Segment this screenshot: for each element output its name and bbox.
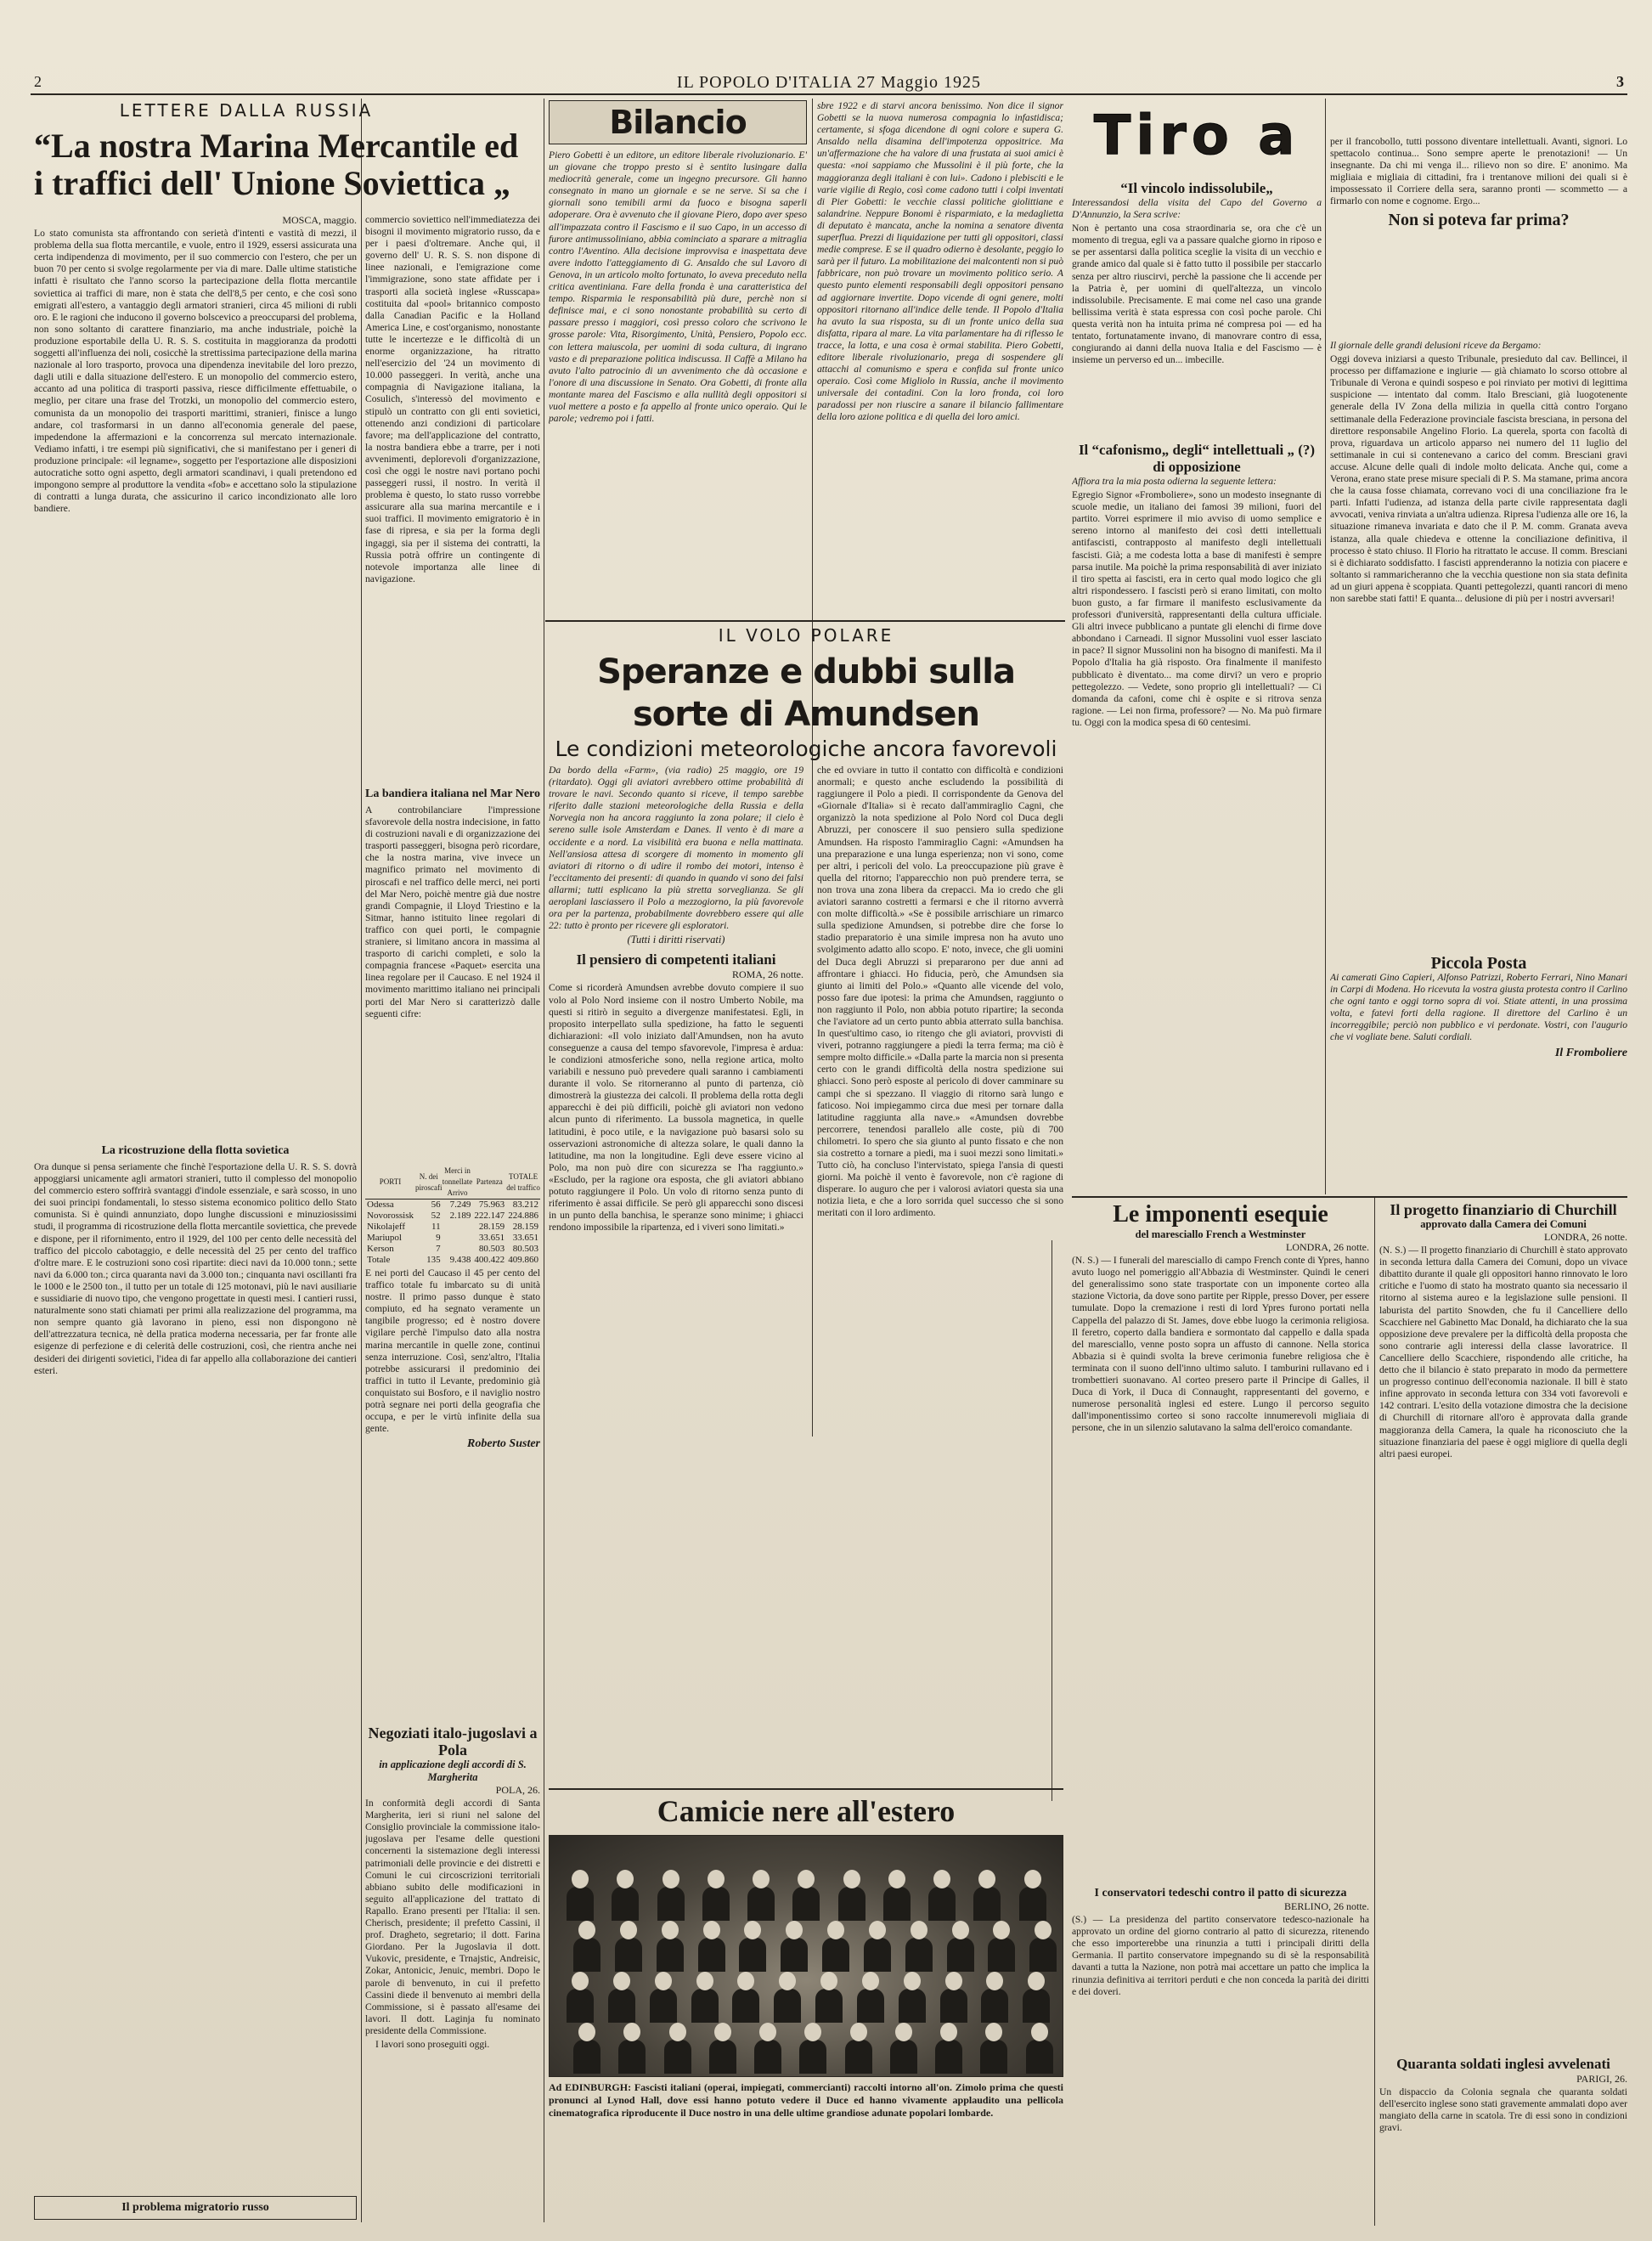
subheading: Il pensiero di competenti italiani (576, 951, 776, 968)
article-text: per il francobollo, tutti possono diventare intellettuali. Avanti, signori. Lo spettacolo continua... Sono sempre aperte le prenotazioni! — Un insegnante. Da chi mi venga il... rilievo non so dire. E' anonimo. Ma migliaia e migliaia di cittadini, fra i trentanove milioni dei quali si è impossessato il Corriere della sera, saranno pronti — scommetto — a firmarlo con nome e cognome. Ergo... (1330, 136, 1627, 207)
table-cell: 7.249 (449, 1200, 471, 1210)
person-figure-head (862, 1972, 879, 1990)
person-figure-head (578, 1921, 595, 1939)
table-header-row (365, 1166, 540, 1200)
person-figure-body (928, 1887, 956, 1921)
table-header: Partenza (472, 1166, 506, 1200)
right-column-posta (1330, 955, 1627, 1193)
lettere-column-1b (34, 1143, 357, 2214)
photo-caption: Ad EDINBURGH: Fascisti italiani (operai, impiegati, commercianti) raccolti intorno all'on. Zimolo prima che questi pronunci al Lynod Hall, dove essi hanno potuto vedere il Duce ed hanno vivamente applaudito una pellicola cinematografica riproducente il Duce nostro in una delle ultime grandiose adunate popolari lombarde. (549, 2081, 1063, 2119)
person-figure-body (947, 1938, 974, 1972)
person-figure-head (703, 1921, 720, 1939)
page-number-left: 2 (34, 73, 42, 90)
person-figure-body (615, 1938, 642, 1972)
bilancio-column-1 (549, 150, 807, 617)
table-total-row (365, 1255, 540, 1266)
person-figure-body (940, 1989, 967, 2023)
subheading: La ricostruzione della flotta sovietica (101, 1144, 290, 1157)
person-figure-body (822, 1938, 849, 1972)
person-figure-head (744, 1921, 761, 1939)
person-figure-body (657, 1938, 684, 1972)
table-cell: Novorossisk (367, 1211, 414, 1221)
section-kicker: LETTERE DALLA RUSSIA (119, 100, 374, 121)
dateline: BERLINO, 26 notte. (1284, 1900, 1369, 1912)
esequie-article (1072, 1201, 1369, 1881)
table-header: N. dei piroscafi (415, 1166, 443, 1200)
person-figure-head (714, 2023, 731, 2041)
person-figure-body (732, 1989, 759, 2023)
person-figure-head (786, 1921, 803, 1939)
person-figure-body (702, 1887, 730, 1921)
dateline: MOSCA, maggio. (282, 214, 357, 226)
conservatori-article (1072, 1886, 1369, 2226)
section-kicker: IL VOLO POLARE (718, 625, 894, 646)
lettere-column-1 (34, 214, 357, 1140)
person-figure-head (623, 2023, 640, 2041)
table-header: PORTI (365, 1166, 415, 1200)
polare-column-2 (817, 765, 1063, 1826)
polare-header (549, 625, 1063, 761)
table-header: TOTALE del traffico (506, 1166, 540, 1200)
person-figure-body (857, 1989, 884, 2023)
person-figure-head (572, 1870, 589, 1888)
article-text: commercio soviettico nell'immediatezza dei bisogni il movimento migratorio russo, da e per i paesi d'oltremare. Anche qui, il governo dell' U. R. S. S. non dispone di linee nazionali, e l'emigrazione come l'immigrazione, sono state affidate per i trasporti alla società inglese «Russcapa» costituita dal «pool» britannico composto dalla Canadian Pacific e la Holland America Line, e cost'organismo, nonostante tutte le incertezze e le difficoltà di un enorme organizzazione, ha ritratto nell'esercizio del '24 un movimento di 10.000 passeggeri. In verità, anche una compagnia di Navigazione italiana, la Cosulich, s'interessò del movimento e stipulò un contratto con gli enti sovietici, ottenendo anzi condizioni di particolare favore; ma dell'applicazione del contratto, la nostra bandiera ebbe a trarre, per i noti avvenimenti, deplorevoli d'organizzazione, così che oggi le nostre navi portano pochi passeggeri russi, il nostro. In verità il problema è questo, lo stato russo vorrebbe assicurare alla sua marina mercantile e i suoi traffici. Il movimento emigratorio è in fase di ripresa, e sia per la forma degli ingaggi, sia per il sistema dei contratti, la Russia potrà offrire un contingente di notevole importanza alle linee di navigazione. (365, 214, 540, 584)
table-cell: 7 (436, 1244, 441, 1254)
group-photo (549, 1835, 1063, 2077)
person-figure-body (573, 2040, 600, 2074)
person-figure-head (662, 1921, 679, 1939)
tiro-cafonismo (1072, 442, 1322, 1189)
person-figure-head (1031, 2023, 1048, 2041)
article-text: (S.) — La presidenza del partito conservatore tedesco-nazionale ha approvato un ordine del giorno contrario al patto di sicurezza, ritenendo che esso importerebbe una rinunzia a tutti i principali diritti della Germania. Il partito conservatore impegnando su di sè la responsabilità davanti a tutta la Nazione, non potrà mai accettare un patto che implica la rinunzia definitiva ai territori perduti e che non conceda la parità dei diritti e dei doveri. (1072, 1914, 1369, 1997)
table-cell: 135 (426, 1255, 441, 1265)
table-cell: 9 (436, 1233, 441, 1243)
section-rule (1072, 1196, 1627, 1198)
person-figure-body (650, 1989, 677, 2023)
headline: i traffici dell' Unione Soviettica „ (34, 164, 511, 202)
subheading: La bandiera italiana nel Mar Nero (365, 787, 540, 800)
person-figure-body (747, 1887, 775, 1921)
person-figure-body (845, 2040, 872, 2074)
person-figure-head (895, 2023, 912, 2041)
table-cell: 83.212 (512, 1200, 538, 1210)
person-figure-body (890, 2040, 917, 2074)
person-figure-head (827, 1921, 844, 1939)
headline: Il progetto finanziario di Churchill (1390, 1201, 1617, 1218)
person-figure-head (820, 1972, 837, 1990)
table-header: Merci in tonnellate Arrivo (443, 1166, 473, 1200)
person-figure-body (1029, 1938, 1057, 1972)
table-cell (443, 1244, 473, 1255)
lettere-column-2b (365, 787, 540, 1160)
table-cell: 409.860 (508, 1255, 538, 1265)
person-figure-body (709, 2040, 736, 2074)
table-cell: Odessa (367, 1200, 394, 1210)
table-cell: 2.189 (449, 1211, 471, 1221)
person-figure-body (1023, 1989, 1050, 2023)
polare-column-1 (549, 765, 803, 1826)
headline: “La nostra Marina Mercantile ed (34, 127, 519, 165)
person-figure-head (696, 1972, 713, 1990)
headline: Speranze e dubbi sulla sorte di Amundsen (597, 652, 1015, 734)
person-figure-body (792, 1887, 820, 1921)
article-text: Egregio Signor «Fromboliere», sono un modesto insegnante di scuole medie, un italiano dei famosi 39 milioni, fuori del partito. Vorrei esprimere il mio avviso di uomo semplice e sereno intorno al manifesto dei così detti intellettuali antifascisti, contrapposto al manifesto degli intellettuali fascisti. Già; a me codesta lotta a base di manifesti è sempre parsa inutile. Ma poichè la prima responsabilità di aver iniziato il tiro spetta ai fascisti, era in certo qual modo logico che gli altri rispondessero. I fascisti però si erano limitati, con molto buon gusto, a far firmare il manifesto esclusivamente da professori d'università, rappresentanti della cultura ufficiale. Gli altri invece pubblicano a puntate gli elenchi di firme dove abbondano i Carneadi. Il signor Mussolini vuol esser lasciato in pace? Il signor Mussolini non ha bisogno di manifesti. Ma il Popolo d'Italia ha già risposto. Ora finalmente il manifesto pubblicato è diventato... ma come dirvi? un vero e proprio pettegolezzo. — Vedete, sono proprio gli intellettuali? — Ci domanda da cafoni, come chi è ospite e si ritrova senza ragione. — Lei non firma, professore? — No. Ma può firmare tu. Oggi con la modica spesa di 60 centesimi. (1072, 489, 1322, 728)
person-figure-head (850, 2023, 867, 2041)
article-intro: Affiora tra la mia posta odierna la seguente lettera: (1072, 476, 1277, 487)
newspaper-title: IL POPOLO D'ITALIA 27 Maggio 1925 (676, 73, 982, 92)
subheadline: Le condizioni meteorologiche ancora favorevoli (555, 737, 1057, 761)
article-text: (N. S.) — I funerali del maresciallo di campo French conte di Ypres, hanno avuto luogo nel pomeriggio all'Abbazia di Westminster. Quindi le ceneri del generalissimo sono state trasportate con un imponente corteo alla stazione Victoria, da dove sono partite per Ripple, presso Dover, per essere tumulate. Dopo la cremazione i resti di lord Ypres furono portati nella Cappella del palazzo di St. James, dove ebbe luogo la cerimonia religiosa. Il feretro, coperto dalla bandiera e sormontato dal cappello e dalla spada del maresciallo, venne posto sopra un affusto di cannone. Nella storica Abbazia si è quindi svolta la breve cerimonia funebre religiosa che è terminata con il suono dell'inno ultimo saluto. I tamburini rullavano ed i trombettieri suonavano. Al corteo presero parte il Principe di Galles, il Duca di York, il Duca di Connaught, rappresentanti del governo, e numerose personalità inglesi ed estere. Lungo il percorso seguito dall'imponentissimo corteo si sono raccolte innumerevoli migliaia di persone, che in un silenzio salutavano la salma dell'eroico comandante. (1072, 1255, 1369, 1434)
person-figure-body (1019, 1887, 1046, 1921)
headline: I conservatori tedeschi contro il patto di sicurezza (1094, 1887, 1347, 1899)
headline: Negoziati italo-jugoslavi a Pola (368, 1724, 538, 1758)
subheadline: in applicazione degli accordi di S. Margherita (379, 1758, 527, 1783)
person-figure-head (613, 1972, 630, 1990)
person-figure-head (843, 1870, 860, 1888)
tiro-title-box (1072, 100, 1322, 177)
person-figure-body (864, 1938, 891, 1972)
person-figure-body (988, 1938, 1015, 1972)
person-figure-head (759, 2023, 776, 2041)
column-rule (361, 99, 362, 2222)
person-figure-head (945, 1972, 962, 1990)
person-figure-body (567, 1887, 594, 1921)
right-column-top (1330, 136, 1627, 340)
table-row (365, 1244, 540, 1255)
person-figure-head (572, 1972, 589, 1990)
person-figure-head (869, 1921, 886, 1939)
person-figure-head (578, 2023, 595, 2041)
person-figure-head (904, 1972, 921, 1990)
person-figure-head (620, 1921, 637, 1939)
table-cell: Totale (367, 1255, 391, 1265)
table-row (365, 1200, 540, 1211)
table-cell (443, 1222, 473, 1233)
person-figure-body (618, 2040, 646, 2074)
person-figure-head (1024, 1870, 1041, 1888)
table-cell: 400.422 (474, 1255, 505, 1265)
table-cell: 56 (431, 1200, 441, 1210)
headline: Le imponenti esequie (1113, 1201, 1328, 1228)
traffic-table (365, 1162, 540, 1266)
data-table (365, 1166, 540, 1266)
person-figure-head (708, 1870, 725, 1888)
table-row (365, 1233, 540, 1244)
column-rule (812, 99, 813, 1437)
dateline: POLA, 26. (495, 1784, 540, 1796)
person-figure-head (737, 1972, 754, 1990)
lettere-header (34, 100, 544, 211)
table-cell: 28.159 (478, 1222, 505, 1232)
person-figure-head (798, 1870, 815, 1888)
table-cell: Mariupol (367, 1233, 402, 1243)
lettere-column-2 (365, 214, 540, 783)
article-text: Da bordo della «Farm», (via radio) 25 maggio, ore 19 (ritardato). Oggi gli aviatori avrebbero ottime probabilità di trovare le navi. Secondo quanto si riceve, il tempo sarebbe riferito dalle stazioni meteorologiche della Russia e della Norvegia non ha ancora raggiunto la zona polare; il cielo è sereno sulle isole Amsterdam e Danes. Il vento è di mare a occidente e a nord. La visibilità era buona e nella mattinata. Nell'ansiosa attesa di scorgere di momento in momento gli aviatori di ritorno o di udire il rombo dei motori, intenso è l'eccitamento dei presenti: di quando in quando vi sono dei falsi allarmi; tutti esplicano la più stretta sorveglianza. Se gli aeroplani lasciassero il Polo a mezzogiorno, la più favorevole ora per la partenza, probabilmente dovrebbero essere qui alle 22: tutto è pronto per ricevere gli esploratori. (549, 765, 803, 932)
person-figure-body (838, 1887, 865, 1921)
person-figure-body (739, 1938, 766, 1972)
person-figure-body (691, 1989, 719, 2023)
page-number-right: 3 (1616, 73, 1624, 90)
person-figure-head (940, 2023, 957, 2041)
person-figure-head (669, 2023, 686, 2041)
table-cell: 80.503 (512, 1244, 538, 1254)
dateline: PARIGI, 26. (1576, 2073, 1627, 2085)
table-cell: Nikolajeff (367, 1222, 406, 1232)
table-cell: 9.438 (449, 1255, 471, 1265)
dateline: LONDRA, 26 notte. (1286, 1241, 1369, 1253)
subheadline: approvato dalla Camera dei Comuni (1420, 1218, 1587, 1230)
person-figure-body (612, 1887, 639, 1921)
table-cell: 80.503 (478, 1244, 505, 1254)
subheading: Il “cafonismo„ degli“ intellettuali „ (?) di opposizione (1078, 442, 1316, 475)
person-figure-head (1028, 1972, 1045, 1990)
article-text: E nei porti del Caucaso il 45 per cento del traffico totale fu imbarcato su di unità nostre. Il primo passo dunque è stato compiuto, ed ha segnato veramente un tangibile progresso; ed è nostro dovere vigilare perchè l'impulso dato alla nostra marina mercantile in quelle zone, continui senza interruzione. Così, senz'altro, l'Italia potrebbe assicurarsi il predominio dei traffici in tutto il Levante, predominio già conquistato sui Bosforo, e il naviglio nostro potrà segnare nei porti della geografia che occupa, e per le virtù infinite della sua gente. (365, 1267, 540, 1435)
table-cell: 33.651 (478, 1233, 505, 1243)
person-figure-body (573, 1938, 600, 1972)
person-figure-head (911, 1921, 927, 1939)
table-cell: 28.159 (512, 1222, 538, 1232)
article-text: Come si ricorderà Amundsen avrebbe dovuto compiere il suo volo al Polo Nord insieme con il nostro Umberto Nobile, ma questi si ritirò in seguito a divergenze manifestatesi. Egli, in proposito interpellato sulla spedizione, ha fatto le seguenti dichiarazioni: «Il volo iniziato dall'Amundsen, non ha avuto conseguenze a causa del tempo sfavorevole, l'impresa è ardua: le condizioni atmosferiche sono, nella regione artica, molto variabili e nessuno può prevedere quali saranno i cambiamenti durante il volo. Se ritorneranno al punto di partenza, ciò dimostrerà la giustezza dei calcoli. Il problema della rotta degli apparecchi è dei più difficili, poichè gli aviatori non vedono alcun punto di riferimento. La bussola magnetica, in quelle latitudini, è poco utile, e la navigazione può basarsi solo su osservazioni astronomiche di altezza solare, le quali danno la latitudine, ma non la longitudine. Egli deve essere vicino al Polo, ma non può dire con sicurezza se l'ha raggiunto.» «Escludo, per la ragione ora esposta, che gli aviatori abbiano potuto raggiungere il Polo. Un volo di ritorno senza punto di riferimento è assai difficile. Se però gli apparecchi sono discesi in un punto della banchisa, le speranze sono minime; i ghiacci rendono impossibile la ripartenza, ed i viveri sono limitati.» (549, 982, 803, 1233)
person-figure-body (980, 2040, 1007, 2074)
article-text: Non è pertanto una cosa straordinaria se, ora che c'è un momento di tregua, egli va a passare qualche giorno in riposo e se per assentarsi dalla politica sceglie la visita di un vecchio e grande amico dal quale si è fatto tutto il possibile per staccarlo senza per altro riuscirvi, perchè la passione che li accende per la Patria è, per uomini di quell'altezza, un vincolo indissolubile. Precisamente. E mai come nel caso una grande bellissima verità è stata espressa con così poche parole. Chi questa verità non ha intuita prima né compresa poi — ed ha tentato, fortunatamente invano, di manovrare contro di essa, congiurando ai danni della nuova Italia e del Fascismo — è insieme un perverso ed un... imbecille. (1072, 223, 1322, 366)
bilancio-column-2 (817, 100, 1063, 617)
person-figure-body (899, 1989, 926, 2023)
table-row (365, 1222, 540, 1233)
article-text: Lo stato comunista sta affrontando con serietà d'intenti e vastità di mezzi, il problema della sua flotta mercantile, e vuole, entro il 1929, essersi assicurata una certa indipendenza di movimento, per il suo commercio con l'estero, che per un buon 70 per cento si svolge regolarmente per via di mare. Dalle ultime statistiche infatti è risultato che l'anno scorso la partecipazione della flotta mercantile soviettica ai traffici di mare, non è stata che dell'8,5 per cento, e che così sono emigrati all'estero, a vantaggio degli armatori stranieri, circa 45 milioni di rubli oro. E le ragioni che inducono il governo bolscevico a preoccuparsi del problema, non sono soltanto di carattere finanziario, ma anche industriale, poichè la produzione esportabile della U. R. S. S. costituita in maggioranza da prodotti soggetti all'influenza dei noli, cosicchè la strettissima partecipazione della marina nazionale al loro trasporto, provoca una dipendenza inevitabile del loro prezzo, dagli utili e dalla situazione dell'estero. E un monopolio del commercio estero, accanto ad una politica di trasporti passiva, riesce difficilmente effettuabile, o meglio, per citare una frase del Trotzki, un monopolio del commercio estero, comunista da un monopolio dei trasporti marittimi, stranieri, finisce a lungo andare, col trasformarsi in un danno all'economia generale del paese, impedendone la affermazioni e la concorrenza sul mercato internazionale. Vediamo infatti, i tre esempi più significativi, che si manifestano per i generi di produzione principale: «il legname», soggetto per l'esportazione alle disposizioni autocratiche sotto ogni aspetto, degli armatori scandinavi, i quali pretendono ed impongono sempre al produttore la vendita «fob» e accettano solo la stipulazione di contratti a lunga durata, che assicurino il carico incondizionato alle loro bandiere. (34, 228, 357, 515)
right-column-poteva (1330, 340, 1627, 951)
person-figure-head (993, 1921, 1010, 1939)
headline: Quaranta soldati inglesi avvelenati (1396, 2056, 1610, 2072)
person-figure-head (933, 1870, 950, 1888)
table-cell: 224.886 (508, 1211, 538, 1221)
person-figure-head (779, 1972, 796, 1990)
table-cell: Kerson (367, 1244, 394, 1254)
person-figure-body (754, 2040, 781, 2074)
tiro-vincolo (1072, 180, 1322, 435)
quaranta-article (1379, 2056, 1627, 2226)
headline: Bilancio (609, 104, 747, 141)
person-figure-head (952, 1921, 969, 1939)
article-text: In conformità degli accordi di Santa Margherita, ieri si riuni nel salone del Consiglio provinciale la commissione italo-jugoslava per l'esame delle questioni concernenti la sistemazione degli interessi patrimoniali delle provincie e dei distretti e Comuni le cui circoscrizioni territoriali abbiano subito delle modificazioni in seguito all'applicazione del trattato di Rapallo. Erano presenti per l'Italia: il sen. Cherisch, presidente; il prefetto Cassini, il prof. Dragheto, segretario; il dott. Farina Giordano. Per la Jugoslavia il dott. Vukovic, presidente, e Trnajstic, Andreisic, Zokar, Antonicic, Jenuic, membri. Dopo le parole di benvenuto, in cui il prefetto Cassini diede il benvenuto ai membri della Commissione, si è passato all'esame dei lavori. Il dott. Laginja fu nominato presidente della Commissione. (365, 1798, 540, 2036)
person-figure-head (662, 1870, 679, 1888)
article-text: Ai camerati Gino Capieri, Alfonso Patrizzi, Roberto Ferrari, Nino Manari in Carpi di Modena. Ho ricevuta la vostra giusta protesta contro il Carlino che ogni tanto e oggi torno sopra di voi. Stiate attenti, in una prossima volta, e fatevi forti della ragione. Il direttore del Carlino è un incorreggibile; perciò non pubblico e vi perdonate. Vostri, con l'augurio che vi vogliate bene. Saluti cordiali. (1330, 972, 1627, 1043)
table-cell: 222.147 (474, 1211, 505, 1221)
person-figure-body (567, 1989, 594, 2023)
negoziati-article (365, 1724, 540, 2226)
subheading: Piccola Posta (1430, 955, 1527, 973)
article-text: (N. S.) — Il progetto finanziario di Churchill è stato approvato in seconda lettura dalla Camera dei Comuni, dopo un vivace dibattito durante il quale gli oppositori hanno rinnovato le loro critiche e l'uomo di stato ha mostrato quanto sia necessario il ritorno al sistema aureo e la legislazione sulle pensioni. Il laburista del partito Snowden, che fu il Cancelliere dello Scacchiere nel Gabinetto Mac Donald, ha dichiarato che la sua opposizione deve prevalere per la difficoltà della proposta che sono contrarie agli interessi della classe lavoratrice. Il Cancelliere dello Scacchiere, rispondendo alle critiche, ha detto che il bilancio è stato preparato in modo da permettere un progresso continuo dell'economia nazionale. Il bill è stato infine approvato in seconda lettura con 334 voti favorevoli e 142 contrari. L'esito della votazione dimostra che la decisione di Churchill di ritornare all'oro è approvata dalla grande maggioranza della Camera, la quale ha riconosciuto che la situazione finanziaria del paese è oggi migliore di quella degli altri paesi europei. (1379, 1245, 1627, 1459)
subheading: “Il vincolo indissolubile„ (1120, 180, 1273, 196)
headline: Tiro a (1093, 104, 1300, 167)
article-text: I lavori sono proseguiti oggi. (375, 2038, 490, 2050)
signature: Roberto Suster (467, 1437, 540, 1451)
rights-note: (Tutti i diritti riservati) (627, 934, 725, 946)
section-rule (545, 620, 1065, 622)
person-figure-body (698, 1938, 725, 1972)
column-rule (1374, 1198, 1375, 2226)
person-figure-head (978, 1870, 995, 1888)
headline: Camicie nere all'estero (657, 1794, 956, 1828)
person-figure-head (655, 1972, 672, 1990)
signature: Il Fromboliere (1554, 1046, 1627, 1059)
person-figure-body (657, 1887, 685, 1921)
table-cell: 33.651 (512, 1233, 538, 1243)
article-text: che ed ovviare in tutto il contatto con difficoltà e condizioni anormali; e questo anche escludendo la possibilità di raggiungere il Polo a piedi. Il corrispondente da Genova del «Giornale d'Italia» si è recato dall'ammiraglio Cagni, che organizzò la nota spedizione al Polo Nord col Duca degli Abruzzi, per conoscere il suo pensiero sulla spedizione Amundsen. Ha risposto l'ammiraglio Cagni: «Amundsen ha una preparazione e una lunga esperienza; non vi sono, come per altri, i pericoli del volo. La preoccupazione più grave è quella del ritorno; l'apparecchio non può prendere terra, se non trova una zona libera da crepacci. Ma io credo che gli aviatori saranno costretti a fermarsi e che il ritorno avverrà con molte difficoltà.» «Se è possibile arrischiare un rimarco sulla spedizione Amundsen, si potrebbe dire che forse lo stadio preparatorio è una simile impresa non ha avuto uno svolgimento adatto allo scopo. E' noto, invece, che gli uomini del Duca degli Abruzzi si prepararono per due anni ad affrontare i ghiacci. Ho fiducia, però, che Amundsen sia giunto ai limiti del Polo.» «Quanto alle vicende del volo, posso fare due ipotesi: la prima che Amundsen, raggiunto o non raggiunto il Polo, non abbia potuto ripartire; la seconda che l'aviatore ad un certo punto abbia atterrato sulla banchisa. In quest'ultimo caso, io ritengo che gli aviatori, provvisti di viveri, potranno raggiungere a piedi la terra ferma; ma ciò è sempre molto difficile.» «Dalla parte la marcia non si presenta certo con le grandi difficoltà della nostra spedizione sui ghiacci. Sono però esposte al pericolo di dover camminare su campi che si spezzano. Il viaggio di ritorno sarà lungo e faticoso. Noi impiegammo circa due mesi per tornare dalla latitudine raggiunta alla nave.» «Amundsen dovrebbe percorrere, tenendosi parallelo alle coste, più di 700 chilometri. Io spero che sia giunto al punto fissato e che non sia costretto a tornare a piedi, ma i suoi mezzi sono limitati.» Tutto ciò, ha concluso l'intervistato, spiega l'ansia di questi giorni. Ma poichè il vento è favorevole, non c'è ragione di disperare. Io auguro che per i valorosi aviatori questa sia una notizia lieta, e che a loro sorrida quel successo che si sono meritati con il loro ardimento. (817, 765, 1063, 1219)
lettere-column-2c (365, 1267, 540, 1709)
person-figure-body (781, 1938, 808, 1972)
article-text: A controbilanciare l'impressione sfavorevole della nostra indecisione, in fatto di costruzioni navali e di organizzazione dei trasporti passeggeri, bisogna però ricordare, che la nostra marina, vive invece un magnifico primato nel movimento di piroscafi e nel traffico delle merci, nei porti del Mar Nero, poichè mentre già due nostre grandi Compagnie, il Lloyd Triestino e la Sitmar, hanno istituito linee regolari di traffico con quei porti, le compagnie straniere, si limitano ancora in massima al trasporto di carichi completi, e solo la compagnia francese «Paquet» esercita una linea regolare per il Caucaso. E nel 1924 il movimento marittimo italiano nei principali porti del Mar Nero si caratterizzò dalle seguenti cifre: (365, 804, 540, 1019)
subheading: Il problema migratorio russo (121, 2201, 269, 2214)
person-figure-body (799, 2040, 826, 2074)
table-cell: 75.963 (478, 1200, 505, 1210)
article-intro: Interessandosi della visita del Capo del Governo a D'Annunzio, la Sera scrive: (1072, 197, 1322, 221)
article-text: Un dispaccio da Colonia segnala che quaranta soldati dell'esercito inglese sono stati gravemente ammalati dopo aver mangiato della carne in scatola. Tre di essi sono in condizioni gravi. (1379, 2086, 1627, 2134)
column-rule (1325, 99, 1326, 1194)
table-cell: 52 (431, 1211, 441, 1221)
article-text: Ora dunque si pensa seriamente che finchè l'esportazione della U. R. S. S. dovrà appoggiarsi unicamente agli armatori stranieri, tutto il complesso del monopolio del commercio estero soffrirà svantaggi d'indole essenziale, e sarà scosso, in uno dei suoi principi fondamentali, lo stesso sistema economico politico dello Stato comunista. Si è quindi annunziato, dopo lunghe discussioni e minuziosissimi studi, il programma di ricostruzione della flotta mercantile soviettica, che prevede e dispone, per il rifornimento, entro il 1929, del 100 per cento delle necessità del traffico del piccolo cabotaggio, e delle necessità del 25 per cento del traffico d'oltre mare. E le costruzioni sono così ripartite: dieci navi da 10.000 tonn.; sette navi da 6.000 ton.; circa quaranta navi da 3.000 ton.; cinquanta navi oscillanti fra le 1000 e le 2500 ton., il tutto per un totale di 125 motonavi, più le navi ausiliarie e sussidiarie di nuovo tipo, che vengono progettate in questi mesi. I cantieri russi, naturalmente sono stati chiamati per primi alla realizzazione del programma, ma non sempre quanto già lavorano in pieno, essi non dispongono nè dell'attrezzatura tecnica, nè della pratica moderna necessaria, per far fronte alle esigenze di perfezione e di celerità delle costruzioni, così, che rientra anche nei desideri dei dirigenti sovietici, l'idea di far appello alla collaborazione dei cantieri esteri. (34, 1161, 357, 1376)
subheading: Non si poteva far prima? (1388, 210, 1570, 229)
article-text: Piero Gobetti è un editore, un editore liberale rivoluzionario. E' un giovane che troppo presto si è sentito lusingare dalla mediocrità generale, come un ingegno precursore. Gli hanno consegnato in mano un giornale e se ne serve. Si sa che i giornali sono temibili armi da fuoco e bisogna saperli adoperare. Ora è avvenuto che il giovane Piero, dopo aver speso all'impazzata contro il Fascismo e il suo Capo, in un accesso di furore antimussoliniano, abbia cominciato a sparare a mitraglia contro l'Aventino. Alla decisione improvvisa e inaspettata deve avere indotto l'atteggiamento di G. Ansaldo che sul Lavoro di Genova, in un articolo molto fortunato, lo aveva preceduto nella critica aventiniana. Fare della fronda è una caratteristica del tempo. Risparmia le responsabilità più dure, perchè non si definisce mai, e ci sono nonostante probabilità su certo di passare presso i maggiori, così presso coloro che scrivono le grosse parole: Vita, Risorgimento, Unità, Pensiero, Popolo ecc. con lettera maiuscola, per uomini di soda cultura, di ingrano vasto e di preparazione politica indiscussa. Il Caffè a Milano ha avuto l'alto patrocinio di un avvenimento che dà occasione e l'onore di una discussione in Senato. Ora Gobetti, di fronte alla montante marea del Fascismo e alla nullità degli oppositori si vuol mettere a posto e fa appello al fronte unico operaio. Qui le parole; vedremo poi i fatti. (549, 150, 807, 425)
table-row (365, 1211, 540, 1222)
person-figure-body (815, 1989, 843, 2023)
person-figure-body (981, 1989, 1008, 2023)
subheading-box (34, 2196, 357, 2220)
person-figure-head (986, 1972, 1003, 1990)
masthead (31, 71, 1627, 95)
person-figure-body (774, 1989, 801, 2023)
person-figure-body (1026, 2040, 1053, 2074)
article-text: sbre 1922 e di starvi ancora benissimo. Non dice il signor Gobetti se la nuova numerosa compagnia lo infastidisca; certamente, si sfoga dicendone di ogni colore e supera G. Ansaldo nella disamina dell'impotenza oppositrice. Ma un'affermazione che ha valore di una frustata ai suoi amici è questa: «noi sappiamo che Mussolini è il più forte, che la maggioranza degli italiani è con lui». Cadono i plebisciti e le varie vigilie di Regio, così come cadono tutti i colpi inventati di Pier Gobetti: le vecchie classi politiche giolittiane e salandrine. Neppure Bonomi è risparmiato, e la medaglietta di deputato è mancata, anche la nomina a senatore diventa superflua. Prezzi di liquidazione per tutti gli oppositori, classi medie comprese. E se il quadro odierno è desolante, peggio lo sarà per il futuro. La mobilitazione dei malcontenti non si può fabbricare, non può trovare un movimento politico serio. A questo punto elementi responsabili degli oppositori pensano ad aggiornare invertite. Dopo vicende di ogni genere, molti oppositori ritornano all'indice delle tende. Il Popolo d'Italia ha avuto la sua risposta, su di un fronte unico della sua disfatta, ripara al mare. La vita parlamentare ha di riflesso le tracce, la lotta, e una cosa è ormai stabilita. Piero Gobetti, editore liberale rivoluzionario, prega di sospendere gli attacchi al comunismo e spera e confida sul fronte unico operaio. Così come Migliolo in Russia, anche il movimento universale dei contadini. Con la loro fronda, coi loro paradossi per non riuscire a sanare il bilancio fallimentare della loro azione politica e di quella dei loro amici. (817, 100, 1063, 423)
churchill-article (1379, 1201, 1627, 2051)
person-figure-body (883, 1887, 911, 1921)
person-figure-head (753, 1870, 770, 1888)
table-cell (443, 1233, 473, 1244)
article-text: Oggi doveva iniziarsi a questo Tribunale, presieduto dal cav. Bellincei, il processo per diffamazione e ingiurie — già chiamato lo scorso ottobre al Tribunale di Verona e quindi sospeso e poi rinviato per motivi di legittima suspicione — intentato dal comm. Italo Bresciani, già luogotenente generale della IV Zona della milizia in quella città contro l'organo settimanale della Federazione provinciale fascista bresciana, in persona del direttore responsabile Angelino Florio. La querela, sporta con facoltà di prova, riguardava un articolo apparso nei numero del 11 luglio del settimanale in cui si contenevano a carico del comm. Bresciani gravi accuse. Alcune delle quali di indole molto delicata. Anche qui, come a Verona, erano state prese misure speciali di P. S. Ma stamane, prima ancora che la causa fosse chiamata, correvano voci di una conciliazione fra le parti. Infatti l'udienza, ad istanza della parte civile rappresentata dagli avvocati, veniva rinviata a un'altra udienza. Ripresa l'udienza alle ore 16, la situazione rimaneva invariata e dato che il P. M. comm. Granata aveva istanza, alla quale chiedeva e ottenne la conciliazione definitiva, il processo è stato chiuso. Il Florio ha ritrattato le accuse. Il comm. Bresciani si è dichiarato soddisfatto. I fascisti apprenderanno la notizia con piacere e soltanto si rammaricheranno che la vecchia questione non sia stata definita ad un giuri appena è scoppiata. Quanti pettegolezzi, quanti rancori di meno non sarebbe stati fatti! E quanta... delusione di più per i nostri avversari! (1330, 353, 1627, 604)
dateline: LONDRA, 26 notte. (1544, 1231, 1627, 1243)
person-figure-head (617, 1870, 634, 1888)
person-figure-head (1035, 1921, 1052, 1939)
person-figure-head (804, 2023, 821, 2041)
person-figure-body (935, 2040, 962, 2074)
bilancio-title-box (549, 100, 807, 144)
person-figure-head (985, 2023, 1002, 2041)
article-intro: Il giornale delle grandi delusioni riceve da Bergamo: (1330, 340, 1542, 351)
person-figure-body (905, 1938, 933, 1972)
camicie-header (549, 1788, 1063, 1832)
table-cell: 11 (431, 1222, 441, 1232)
subheadline: del maresciallo French a Westminster (1135, 1228, 1306, 1240)
person-figure-head (888, 1870, 905, 1888)
person-figure-body (608, 1989, 635, 2023)
person-figure-body (664, 2040, 691, 2074)
person-figure-body (973, 1887, 1001, 1921)
dateline: ROMA, 26 notte. (732, 968, 803, 981)
